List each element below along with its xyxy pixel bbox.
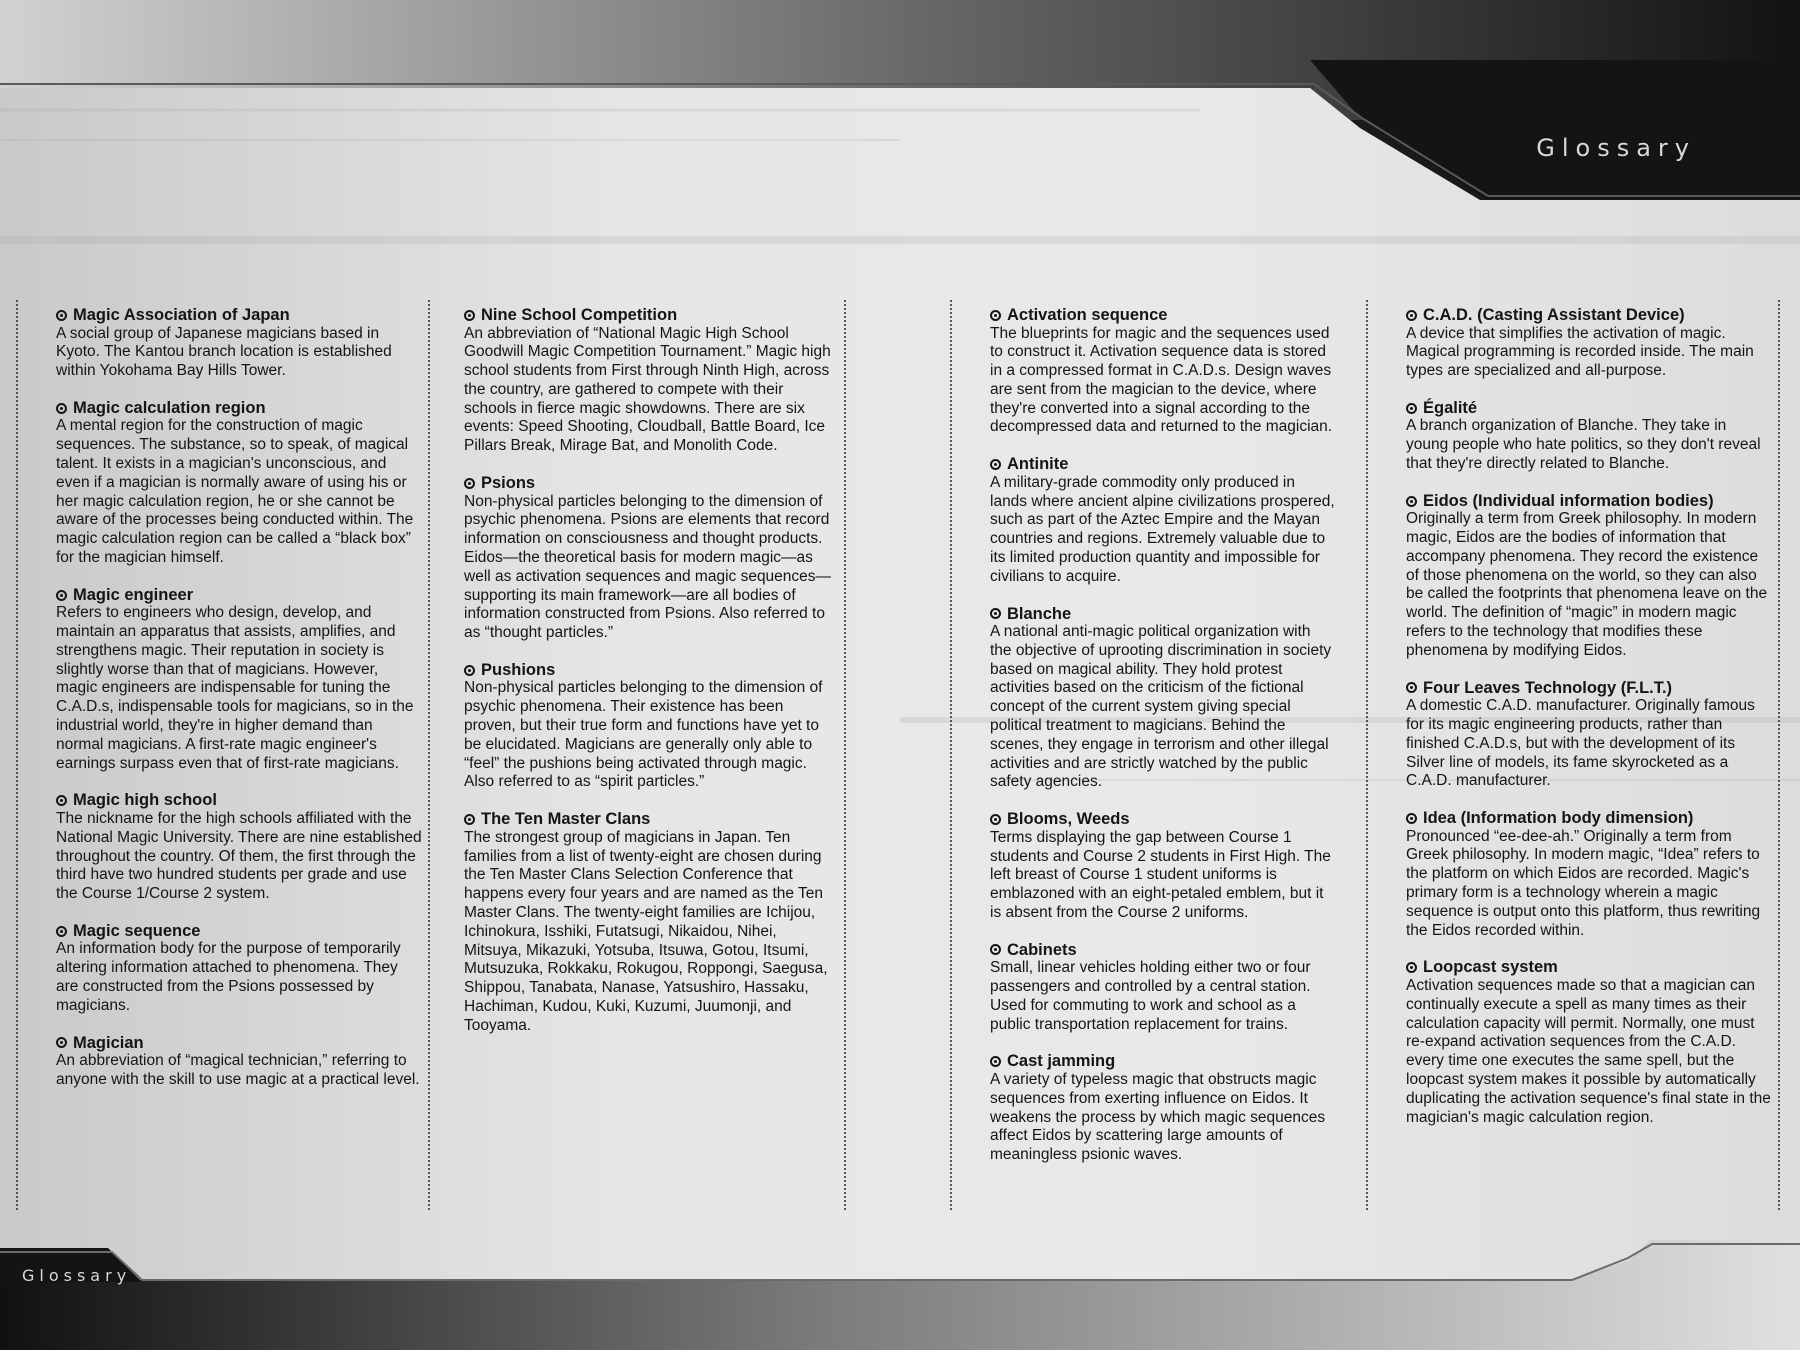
glossary-column-1	[16, 300, 430, 1210]
entry-definition: An abbreviation of “magical technician,” referring to anyone with the skill to use magic at a practical level.	[56, 1052, 420, 1088]
glossary-entry	[56, 586, 422, 774]
glossary-entry	[464, 661, 838, 792]
glossary-entry	[56, 922, 422, 1016]
glossary-entry	[1406, 492, 1772, 661]
entry-term: Cast jamming	[1007, 1052, 1116, 1071]
glossary-column-4	[1366, 300, 1780, 1210]
entry-definition: The nickname for the high schools affiliated with the National Magic University. There are nine established throughout the country. Of them, the first through the third have two hundred students per grade and use the Course 1/Course 2 system.	[56, 809, 422, 903]
entry-definition: An information body for the purpose of temporarily altering information attached to phenomena. They are constructed from the Psions possessed by magicians.	[56, 940, 401, 1014]
glossary-entry	[990, 605, 1336, 793]
entry-definition: A military-grade commodity only produced in lands where ancient alpine civilizations prospered, such as part of the Aztec Empire and the Mayan countries and regions. Extremely valuable due to its limited production quantity and impossible for civilians to acquire.	[990, 473, 1335, 585]
entry-definition: The strongest group of magicians in Japan. Ten families from a list of twenty-eight are chosen during the Ten Master Clans Selection Conference that happens every four years and are named as the Ten Master Clans. The twenty-eight families are Ichijou, Ichinokura, Isshiki, Futatsugi, Nikaidou, Nihei, Mitsuya, Mikazuki, Yotsuba, Itsuwa, Gotou, Itsumi, Mutsuzuka, Rokkaku, Rokugou, Roppongi, Saegusa, Shippou, Tanabata, Nanase, Yatsushiro, Hassaku, Hachiman, Kudou, Kuki, Kuzumi, Juumonji, and Tooyama.	[464, 828, 828, 1034]
bullet-icon	[1406, 310, 1417, 321]
entry-definition: Terms displaying the gap between Course 1 students and Course 2 students in First High. The left breast of Course 1 student uniforms is emblazoned with an eight-petaled emblem, but it is absent from the Course 2 uniforms.	[990, 828, 1331, 921]
glossary-entry	[56, 306, 422, 381]
bullet-icon	[1406, 682, 1417, 693]
bullet-icon	[990, 608, 1001, 619]
entry-term: Magic calculation region	[73, 398, 266, 417]
glossary-entry	[464, 306, 838, 456]
entry-term: Magic Association of Japan	[73, 306, 290, 324]
entry-definition: A variety of typeless magic that obstructs magic sequences from exerting influence on Eidos. It weakens the process by which magic sequences affect Eidos by scattering large amounts of meaningless psionic waves.	[990, 1070, 1326, 1164]
entry-definition: A domestic C.A.D. manufacturer. Originally famous for its magic engineering products, rather than finished C.A.D.s, but with the development of its Silver line of models, its fame skyrocketed as a C.A.D. manufacturer.	[1406, 697, 1755, 790]
bullet-icon	[990, 944, 1001, 955]
glossary-entry	[56, 791, 422, 903]
bullet-icon	[1406, 813, 1417, 824]
page-title: Glossary	[1536, 134, 1696, 162]
footer-title: Glossary	[22, 1266, 132, 1285]
entry-definition: Activation sequences made so that a magician can continually execute a spell as many times as their calculation capacity will permit. Normally, one must re-expand activation sequences from the C.A.D. every time one executes the same spell, but the loopcast system makes it possible by automatically duplicating the activation sequence's final state in the magician's magic calculation region.	[1406, 976, 1771, 1126]
glossary-entry	[1406, 809, 1772, 940]
entry-term: The Ten Master Clans	[481, 810, 651, 829]
bullet-icon	[56, 926, 67, 937]
bullet-icon	[990, 310, 1001, 321]
glossary-entry	[56, 1034, 422, 1090]
bullet-icon	[1406, 962, 1417, 973]
bullet-icon	[464, 310, 475, 321]
glossary-entry	[1406, 958, 1772, 1127]
bullet-icon	[56, 403, 67, 414]
entry-term: Magic sequence	[73, 921, 201, 940]
glossary-entry	[464, 474, 838, 643]
glossary-entry	[464, 810, 838, 1035]
entry-definition: A social group of Japanese magicians based in Kyoto. The Kantou branch location is established within Yokohama Bay Hills Tower.	[56, 324, 392, 380]
entry-definition: A national anti-magic political organization with the objective of uprooting discrimination in society based on magical ability. They hold protest activities based on the criticism of the fictional concept of the current system giving special political treatment to magicians. Behind the scenes, they engage in terrorism and other illegal activities and are strictly watched by the public safety agencies.	[990, 623, 1332, 791]
entry-definition: An abbreviation of “National Magic High School Goodwill Magic Competition Tournament.” Magic high school students from First through Ninth High, across the country, are gathered to compete with their schools in fierce magic showdowns. There are six events: Speed Shooting, Cloudball, Battle Board, Ice Pillars Break, Mirage Bat, and Monolith Code.	[464, 324, 831, 455]
entry-term: Psions	[481, 474, 536, 493]
bullet-icon	[464, 814, 475, 825]
bullet-icon	[464, 478, 475, 489]
entry-definition: A mental region for the construction of magic sequences. The substance, so to speak, of magical talent. It exists in a magician's unconscious, and even if a magician is normally aware of using his or her magic calculation region, he or she cannot be aware of the processes being conducted within. The magic calculation region can be called a “black box” for the magician himself.	[56, 417, 414, 566]
glossary-entry	[990, 1052, 1336, 1164]
entry-definition: Pronounced “ee-dee-ah.” Originally a term from Greek philosophy. In modern magic, “Idea” refers to the platform on which Eidos are recorded. Magic's primary form is a technology wherein a magic sequence is output onto this platform, thus rewriting the Eidos recorded within.	[1406, 827, 1761, 939]
glossary-column-3	[950, 300, 1336, 1210]
glossary-entry	[990, 306, 1336, 437]
entry-definition: A branch organization of Blanche. They take in young people who hate politics, so they don't reveal that they're directly related to Blanche.	[1406, 417, 1761, 472]
entry-definition: Originally a term from Greek philosophy. In modern magic, Eidos are the bodies of information that accompany phenomena. They record the existence of those phenomena on the world, so they can also be called the footprints that phenomena leave on the world. The definition of “magic” in modern magic refers to the technology that modifies these phenomena by modifying Eidos.	[1406, 510, 1768, 659]
bullet-icon	[56, 795, 67, 806]
entry-term: Blooms, Weeds	[1007, 810, 1130, 829]
glossary-column-2	[464, 300, 846, 1210]
bullet-icon	[1406, 496, 1417, 507]
entry-term: Magician	[73, 1033, 144, 1052]
entry-term: Cabinets	[1007, 940, 1077, 959]
glossary-entry	[56, 399, 422, 568]
bullet-icon	[56, 590, 67, 601]
entry-term: Magic high school	[73, 791, 217, 810]
bullet-icon	[990, 1056, 1001, 1067]
bullet-icon	[1406, 403, 1417, 414]
glossary-entry	[990, 810, 1336, 922]
entry-definition: A device that simplifies the activation of magic. Magical programming is recorded inside. The main types are specialized and all-purpose.	[1406, 324, 1754, 380]
glossary-entry	[1406, 679, 1772, 791]
glossary-entry	[990, 941, 1336, 1035]
entry-term: C.A.D. (Casting Assistant Device)	[1423, 306, 1685, 324]
entry-term: Activation sequence	[1007, 306, 1168, 324]
entry-term: Égalité	[1423, 398, 1478, 417]
entry-term: Idea (Information body dimension)	[1423, 809, 1694, 828]
entry-term: Antinite	[1007, 455, 1069, 474]
glossary-entry	[1406, 306, 1772, 381]
entry-term: Loopcast system	[1423, 958, 1558, 977]
entry-term: Nine School Competition	[481, 306, 678, 324]
entry-term: Magic engineer	[73, 585, 194, 604]
bullet-icon	[464, 665, 475, 676]
entry-definition: Non-physical particles belonging to the dimension of psychic phenomena. Psions are elements that record information on consciousness and thought products. Eidos—the theoretical basis for modern magic—as well as activation sequences and magic sequences—supporting its main framework—are all bodies of information constructed from Psions. Also referred to as “thought particles.”	[464, 492, 832, 642]
bullet-icon	[990, 814, 1001, 825]
bullet-icon	[990, 459, 1001, 470]
glossary-entry	[990, 455, 1336, 586]
entry-definition: The blueprints for magic and the sequences used to construct it. Activation sequence data is stored in a compressed format in C.A.D.s. Design waves are sent from the magician to the device, where they're converted into a signal according to the decompressed data and returned to the magician.	[990, 324, 1333, 436]
bullet-icon	[56, 1037, 67, 1048]
entry-definition: Refers to engineers who design, develop, and maintain an apparatus that assists, amplifies, and strengthens magic. Their reputation in society is slightly worse than that of magicians. However, magic engineers are indispensable for tuning the C.A.D.s, indispensable tools for magicians, so in the industrial world, they're in higher demand than normal magicians. A first-rate magic engineer's earnings surpass even that of first-rate magicians.	[56, 604, 414, 772]
bullet-icon	[56, 310, 67, 321]
entry-definition: Non-physical particles belonging to the dimension of psychic phenomena. Their existence has been proven, but their true form and functions have yet to be elucidated. Magicians are generally only able to “feel” the pushions being activated through magic. Also referred to as “spirit particles.”	[464, 679, 823, 791]
entry-term: Pushions	[481, 660, 556, 679]
entry-definition: Small, linear vehicles holding either two or four passengers and controlled by a central station. Used for commuting to work and school as a public transportation replacement for trains.	[990, 959, 1311, 1033]
entry-term: Blanche	[1007, 604, 1072, 623]
entry-term: Four Leaves Technology (F.L.T.)	[1423, 678, 1673, 697]
entry-term: Eidos (Individual information bodies)	[1423, 491, 1714, 510]
glossary-entry	[1406, 399, 1772, 474]
